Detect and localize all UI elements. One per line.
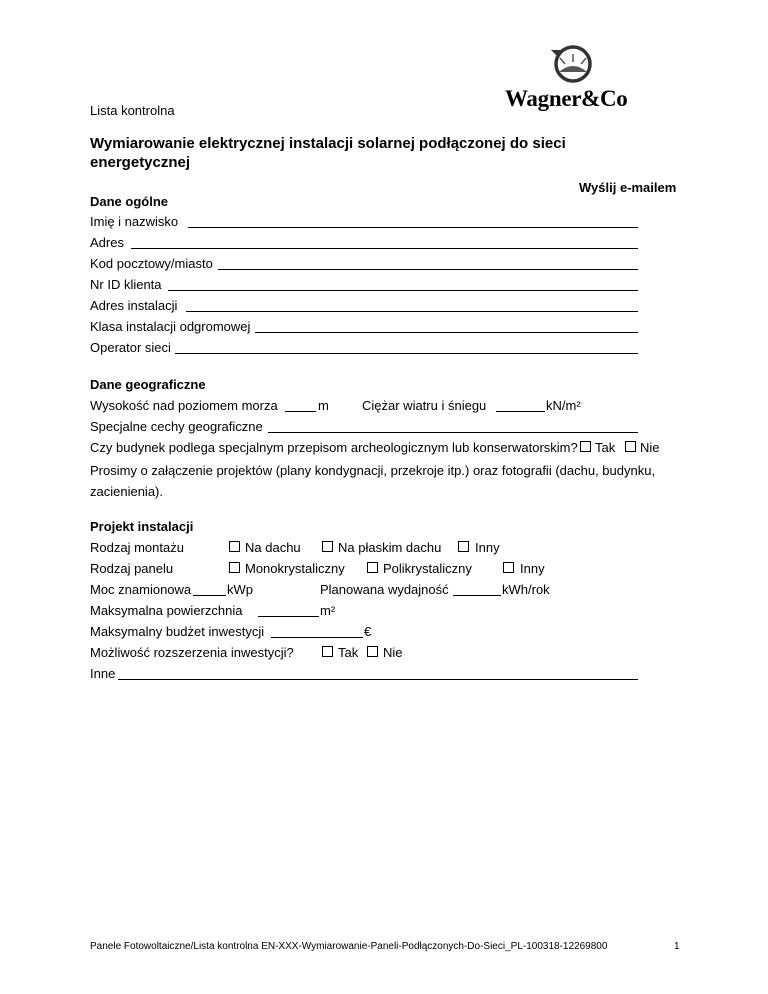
footer-path: Panele Fotowoltaiczne/Lista kontrolna EN-XXX-Wymiarowanie-Paneli-Podłączonych-Do-Sieci_PL-100318-12269800 — [90, 941, 608, 952]
mounting-roof-label: Na dachu — [245, 540, 301, 555]
install-address-label: Adres instalacji — [90, 298, 178, 313]
panel-mono-checkbox[interactable] — [229, 562, 240, 573]
special-features-field[interactable] — [268, 432, 638, 433]
address-label: Adres — [90, 235, 124, 250]
altitude-label: Wysokość nad poziomem morza — [90, 398, 278, 413]
install-address-field[interactable] — [186, 311, 638, 312]
panel-type-label: Rodzaj panelu — [90, 561, 174, 576]
heritage-no-label: Nie — [640, 440, 660, 455]
document-type: Lista kontrolna — [90, 103, 175, 118]
page-number: 1 — [674, 941, 680, 952]
other-field[interactable] — [118, 679, 638, 680]
altitude-unit: m — [318, 398, 329, 413]
grid-operator-field[interactable] — [175, 353, 638, 354]
extension-yes-checkbox[interactable] — [322, 646, 333, 657]
mounting-flat-label: Na płaskim dachu — [338, 540, 442, 555]
planned-yield-field[interactable] — [453, 595, 501, 596]
max-budget-label: Maksymalny budżet inwestycji — [90, 624, 265, 639]
company-logo — [505, 42, 645, 114]
panel-mono-label: Monokrystaliczny — [245, 561, 345, 576]
altitude-field[interactable] — [285, 411, 316, 412]
other-label: Inne — [90, 666, 116, 681]
max-area-unit: m² — [320, 603, 336, 618]
extension-no-checkbox[interactable] — [367, 646, 378, 657]
address-field[interactable] — [131, 248, 638, 249]
extension-question: Możliwość rozszerzenia inwestycji? — [90, 645, 294, 660]
heritage-yes-label: Tak — [595, 440, 616, 455]
planned-yield-label: Planowana wydajność — [320, 582, 449, 597]
attachments-note: Prosimy o załączenie projektów (plany kondygnacji, przekroje itp.) oraz fotografii (dachu, budynku, zacienienia). — [90, 463, 656, 499]
planned-yield-unit: kWh/rok — [502, 582, 550, 597]
section-general-title: Dane ogólne — [90, 194, 169, 209]
extension-no-label: Nie — [383, 645, 403, 660]
mounting-flat-checkbox[interactable] — [322, 541, 333, 552]
mounting-other-checkbox[interactable] — [458, 541, 469, 552]
rated-power-field[interactable] — [193, 595, 226, 596]
heritage-question: Czy budynek podlega specjalnym przepisom archeologicznym lub konserwatorskim? — [90, 440, 578, 455]
section-project-title: Projekt instalacji — [90, 519, 194, 534]
mounting-type-label: Rodzaj montażu — [90, 540, 184, 555]
postal-city-label: Kod pocztowy/miasto — [90, 256, 213, 271]
max-budget-unit: € — [364, 624, 372, 639]
customer-id-field[interactable] — [168, 290, 638, 291]
send-email-button[interactable]: Wyślij e-mailem — [579, 180, 677, 195]
grid-operator-label: Operator sieci — [90, 340, 171, 355]
postal-city-field[interactable] — [218, 269, 638, 270]
max-area-label: Maksymalna powierzchnia — [90, 603, 243, 618]
mounting-roof-checkbox[interactable] — [229, 541, 240, 552]
max-budget-field[interactable] — [271, 637, 363, 638]
name-label: Imię i nazwisko — [90, 214, 179, 229]
panel-poly-label: Polikrystaliczny — [383, 561, 472, 576]
heritage-no-checkbox[interactable] — [625, 441, 636, 452]
panel-other-checkbox[interactable] — [503, 562, 514, 573]
name-field[interactable] — [188, 227, 638, 228]
lightning-class-label: Klasa instalacji odgromowej — [90, 319, 251, 334]
wind-snow-label: Ciężar wiatru i śniegu — [362, 398, 487, 413]
panel-poly-checkbox[interactable] — [367, 562, 378, 573]
heritage-yes-checkbox[interactable] — [580, 441, 591, 452]
sun-arrow-logo-icon — [543, 42, 603, 84]
logo-wordmark: Wagner&Co — [505, 86, 628, 111]
rated-power-label: Moc znamionowa — [90, 582, 192, 597]
section-geo-title: Dane geograficzne — [90, 377, 206, 392]
wind-snow-field[interactable] — [496, 411, 545, 412]
lightning-class-field[interactable] — [255, 332, 638, 333]
customer-id-label: Nr ID klienta — [90, 277, 162, 292]
max-area-field[interactable] — [258, 616, 319, 617]
rated-power-unit: kWp — [227, 582, 253, 597]
mounting-other-label: Inny — [475, 540, 500, 555]
panel-other-label: Inny — [520, 561, 545, 576]
wind-snow-unit: kN/m² — [546, 398, 581, 413]
extension-yes-label: Tak — [338, 645, 359, 660]
special-features-label: Specjalne cechy geograficzne — [90, 419, 263, 434]
page-title: Wymiarowanie elektrycznej instalacji solarnej podłączonej do sieci energetycznej — [90, 135, 566, 171]
